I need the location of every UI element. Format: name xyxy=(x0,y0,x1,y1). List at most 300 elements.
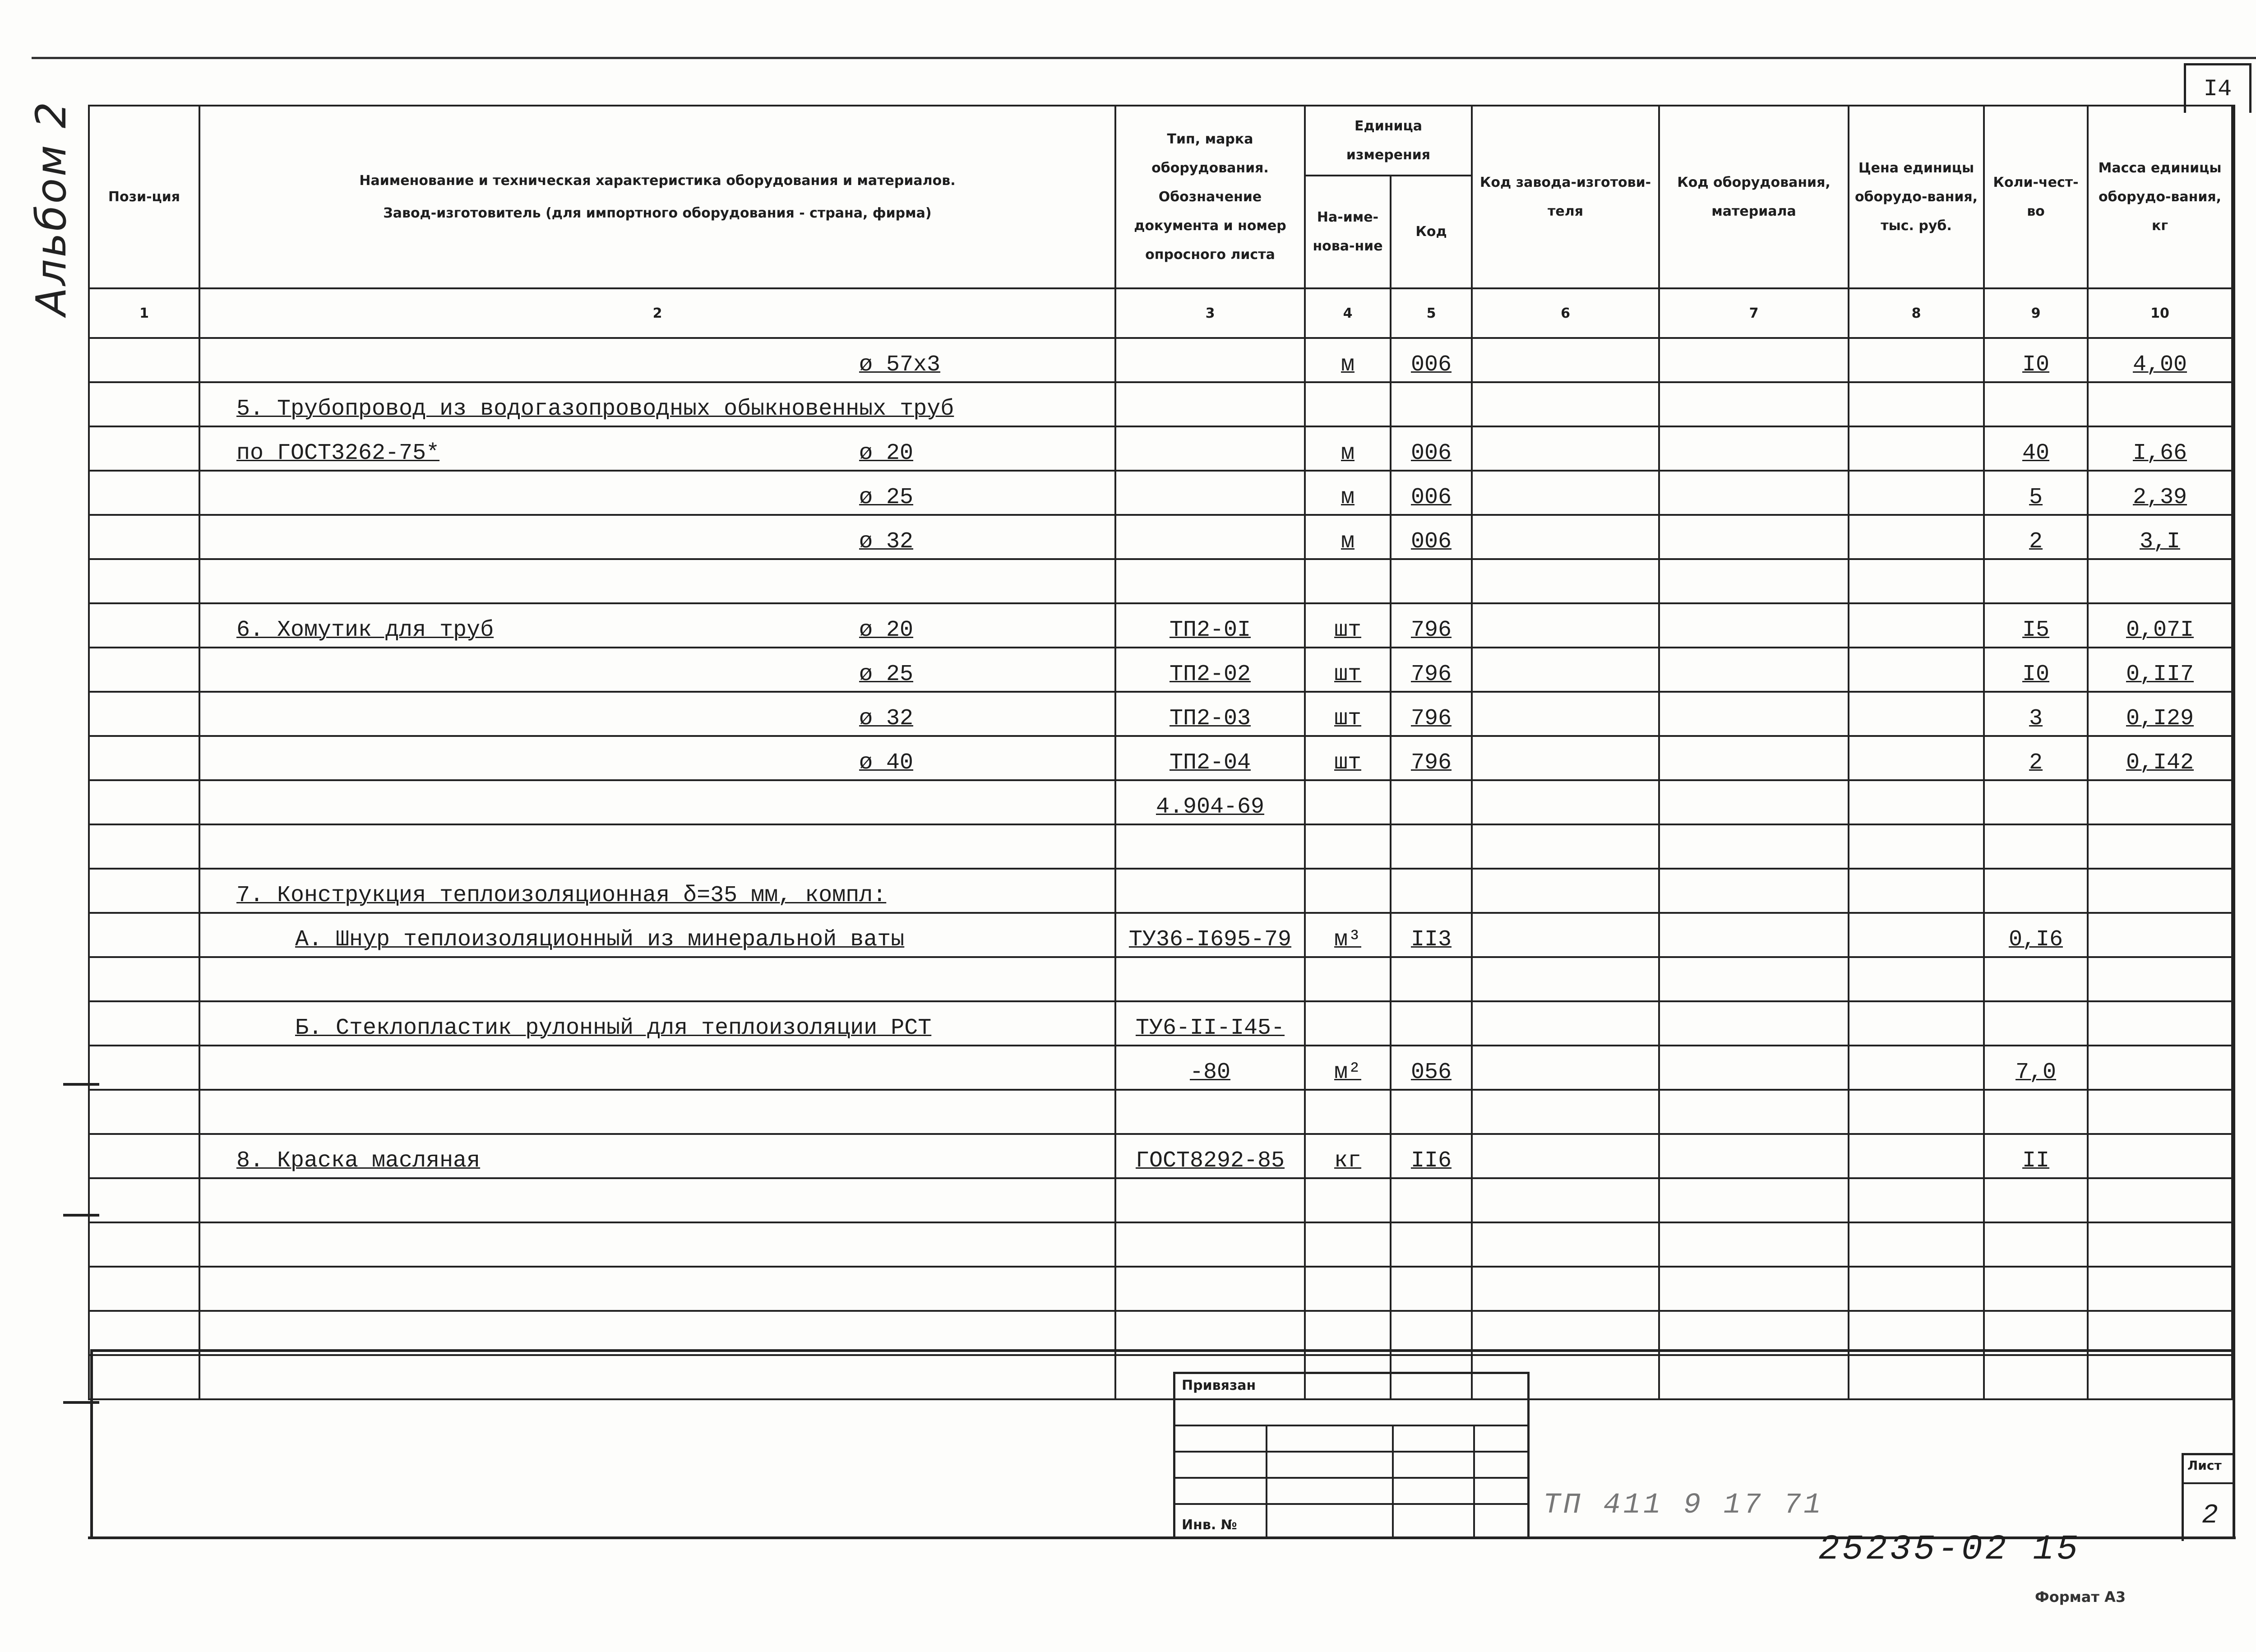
code-cell xyxy=(1391,1001,1472,1046)
sheet-number: 2 xyxy=(2202,1500,2219,1531)
price-cell xyxy=(1849,559,1984,603)
unit-cell xyxy=(1305,1046,1391,1090)
handwritten-number: 25235-02 15 xyxy=(1818,1530,2080,1569)
item-name xyxy=(205,1325,236,1351)
position-cell xyxy=(89,559,199,603)
material-code-cell xyxy=(1659,1178,1849,1222)
code-value: 796 xyxy=(1410,750,1452,776)
item-name xyxy=(205,1104,236,1129)
factory-code-cell xyxy=(1472,736,1659,780)
code-cell xyxy=(1391,1090,1472,1134)
price-cell xyxy=(1849,1311,1984,1355)
quantity-value: 5 xyxy=(2029,485,2043,510)
factory-code-cell xyxy=(1472,1090,1659,1134)
unit-cell xyxy=(1305,736,1391,780)
mass-cell xyxy=(2088,1311,2232,1355)
code-value: 796 xyxy=(1410,706,1452,731)
factory-code-cell xyxy=(1472,913,1659,957)
mass-cell xyxy=(2088,426,2232,471)
factory-code-cell xyxy=(1472,1046,1659,1090)
diameter: ø 57х3 xyxy=(859,352,941,378)
code-value: 006 xyxy=(1410,352,1452,378)
quantity-cell xyxy=(1984,426,2088,471)
quantity-cell xyxy=(1984,1046,2088,1090)
code-cell xyxy=(1391,692,1472,736)
header-material-code: Код оборудования, материала xyxy=(1659,106,1849,288)
material-code-cell xyxy=(1659,648,1849,692)
unit-cell xyxy=(1305,338,1391,382)
position-cell xyxy=(89,1311,199,1355)
mass-cell xyxy=(2088,1001,2232,1046)
mass-value: 0,II7 xyxy=(2126,662,2194,687)
unit-value: шт xyxy=(1334,706,1361,731)
code-cell xyxy=(1391,1178,1472,1222)
type-cell xyxy=(1115,1134,1305,1178)
position-cell xyxy=(89,957,199,1001)
unit-value: м² xyxy=(1334,1060,1361,1085)
material-code-cell xyxy=(1659,692,1849,736)
table-row xyxy=(89,869,2232,913)
position-cell xyxy=(89,692,199,736)
quantity-cell xyxy=(1984,913,2088,957)
sheet-box xyxy=(2182,1453,2234,1541)
type-cell xyxy=(1115,736,1305,780)
quantity-cell xyxy=(1984,471,2088,515)
quantity-cell xyxy=(1984,1134,2088,1178)
quantity-cell xyxy=(1984,1001,2088,1046)
unit-value: кг xyxy=(1334,1148,1361,1174)
factory-code-cell xyxy=(1472,559,1659,603)
diameter: ø 25 xyxy=(859,485,914,510)
unit-cell xyxy=(1305,1267,1391,1311)
type-value: ТУ6-II-I45- xyxy=(1135,1015,1285,1041)
name-cell xyxy=(199,1090,1115,1134)
code-value: 006 xyxy=(1410,529,1452,555)
price-cell xyxy=(1849,471,1984,515)
material-code-cell xyxy=(1659,1046,1849,1090)
table-body xyxy=(89,338,2232,1399)
type-cell xyxy=(1115,1267,1305,1311)
name-cell xyxy=(199,1001,1115,1046)
material-code-cell xyxy=(1659,338,1849,382)
item-name: А. Шнур теплоизоляционный из минеральной ваты xyxy=(295,927,905,953)
code-cell xyxy=(1391,1311,1472,1355)
position-cell xyxy=(89,824,199,869)
item-name xyxy=(205,573,236,599)
mass-cell xyxy=(2088,1178,2232,1222)
diameter: ø 32 xyxy=(859,529,914,555)
unit-cell xyxy=(1305,1311,1391,1355)
price-cell xyxy=(1849,648,1984,692)
price-cell xyxy=(1849,1178,1984,1222)
header-name-line2: Завод-изготовитель (для импортного оборудования - страна, фирма) xyxy=(383,205,932,221)
mass-cell xyxy=(2088,824,2232,869)
quantity-cell xyxy=(1984,1267,2088,1311)
table-row xyxy=(89,824,2232,869)
material-code-cell xyxy=(1659,957,1849,1001)
mass-value: 4,00 xyxy=(2132,352,2187,378)
factory-code-cell xyxy=(1472,1001,1659,1046)
unit-value: м xyxy=(1341,352,1355,378)
code-value: 796 xyxy=(1410,662,1452,687)
unit-cell xyxy=(1305,382,1391,426)
quantity-cell xyxy=(1984,1222,2088,1267)
mass-cell xyxy=(2088,338,2232,382)
price-cell xyxy=(1849,426,1984,471)
code-cell xyxy=(1391,736,1472,780)
unit-cell xyxy=(1305,1001,1391,1046)
table-row xyxy=(89,913,2232,957)
quantity-value: I0 xyxy=(2022,662,2049,687)
item-name xyxy=(205,662,236,687)
table-row xyxy=(89,736,2232,780)
item-name xyxy=(205,485,236,510)
quantity-cell xyxy=(1984,603,2088,648)
price-cell xyxy=(1849,1090,1984,1134)
diameter: ø 32 xyxy=(859,706,914,731)
material-code-cell xyxy=(1659,1267,1849,1311)
factory-code-cell xyxy=(1472,648,1659,692)
name-cell xyxy=(199,426,1115,471)
price-cell xyxy=(1849,692,1984,736)
factory-code-cell xyxy=(1472,1267,1659,1311)
name-cell xyxy=(199,338,1115,382)
name-cell xyxy=(199,382,1115,426)
position-cell xyxy=(89,1178,199,1222)
header-position: Пози-ция xyxy=(89,106,199,288)
type-value: ГОСТ8292-85 xyxy=(1135,1148,1285,1174)
item-name: 7. Конструкция теплоизоляционная δ=35 мм, компл: xyxy=(236,883,887,908)
column-number: 2 xyxy=(199,288,1115,338)
table-row xyxy=(89,603,2232,648)
mass-cell xyxy=(2088,559,2232,603)
price-cell xyxy=(1849,957,1984,1001)
type-cell xyxy=(1115,1311,1305,1355)
header-quantity: Коли-чест-во xyxy=(1984,106,2088,288)
unit-cell xyxy=(1305,559,1391,603)
price-cell xyxy=(1849,1267,1984,1311)
item-name xyxy=(205,1369,236,1395)
frame-divider xyxy=(90,1349,2233,1352)
unit-cell xyxy=(1305,1134,1391,1178)
material-code-cell xyxy=(1659,824,1849,869)
header-price: Цена единицы оборудо-вания, тыс. руб. xyxy=(1849,106,1984,288)
material-code-cell xyxy=(1659,1311,1849,1355)
unit-value: шт xyxy=(1334,750,1361,776)
price-cell xyxy=(1849,869,1984,913)
code-cell xyxy=(1391,338,1472,382)
position-cell xyxy=(89,1046,199,1090)
table-row xyxy=(89,1001,2232,1046)
type-cell xyxy=(1115,648,1305,692)
position-cell xyxy=(89,1134,199,1178)
column-number: 10 xyxy=(2088,288,2232,338)
header-name xyxy=(199,106,1115,288)
code-cell xyxy=(1391,824,1472,869)
table-row xyxy=(89,1267,2232,1311)
name-cell xyxy=(199,603,1115,648)
diameter: ø 40 xyxy=(859,750,914,776)
price-cell xyxy=(1849,1046,1984,1090)
position-cell xyxy=(89,515,199,559)
table-row xyxy=(89,1355,2232,1399)
item-name xyxy=(205,1236,236,1262)
table-row xyxy=(89,1222,2232,1267)
document-code: ТП 411 9 17 71 xyxy=(1543,1489,1824,1522)
unit-cell xyxy=(1305,869,1391,913)
mass-cell xyxy=(2088,913,2232,957)
name-cell xyxy=(199,1046,1115,1090)
price-cell xyxy=(1849,1222,1984,1267)
item-name xyxy=(205,794,236,820)
price-cell xyxy=(1849,1355,1984,1399)
table-row xyxy=(89,471,2232,515)
table-row xyxy=(89,1090,2232,1134)
header-unit-name: На-име-нова-ние xyxy=(1305,176,1391,288)
item-name xyxy=(205,352,236,378)
factory-code-cell xyxy=(1472,426,1659,471)
code-cell xyxy=(1391,957,1472,1001)
factory-code-cell xyxy=(1472,780,1659,824)
mass-cell xyxy=(2088,692,2232,736)
code-value: II3 xyxy=(1410,927,1452,953)
material-code-cell xyxy=(1659,559,1849,603)
position-cell xyxy=(89,1090,199,1134)
item-name xyxy=(205,838,236,864)
code-cell xyxy=(1391,559,1472,603)
position-cell xyxy=(89,471,199,515)
type-value: ТП2-0I xyxy=(1169,617,1251,643)
material-code-cell xyxy=(1659,736,1849,780)
mass-cell xyxy=(2088,869,2232,913)
type-cell xyxy=(1115,382,1305,426)
unit-cell xyxy=(1305,957,1391,1001)
top-rule xyxy=(32,57,2256,59)
item-name xyxy=(205,1281,236,1306)
type-cell xyxy=(1115,471,1305,515)
unit-value: м xyxy=(1341,440,1355,466)
quantity-value: 40 xyxy=(2022,440,2049,466)
unit-value: м³ xyxy=(1334,927,1361,953)
position-cell xyxy=(89,1001,199,1046)
factory-code-cell xyxy=(1472,1134,1659,1178)
unit-cell xyxy=(1305,426,1391,471)
material-code-cell xyxy=(1659,913,1849,957)
position-cell xyxy=(89,1267,199,1311)
item-name xyxy=(205,971,236,997)
table-row xyxy=(89,648,2232,692)
code-cell xyxy=(1391,1134,1472,1178)
header-unit-group: Единица измерения xyxy=(1305,106,1472,176)
unit-cell xyxy=(1305,603,1391,648)
type-cell xyxy=(1115,1046,1305,1090)
price-cell xyxy=(1849,338,1984,382)
code-value: II6 xyxy=(1410,1148,1452,1174)
material-code-cell xyxy=(1659,1090,1849,1134)
name-cell xyxy=(199,780,1115,824)
price-cell xyxy=(1849,824,1984,869)
quantity-value: 2 xyxy=(2029,750,2043,776)
mass-value: 0,I42 xyxy=(2126,750,2194,776)
mass-cell xyxy=(2088,471,2232,515)
price-cell xyxy=(1849,515,1984,559)
mass-cell xyxy=(2088,1267,2232,1311)
table-row xyxy=(89,957,2232,1001)
code-cell xyxy=(1391,780,1472,824)
header-name-line1: Наименование и техническая характеристика оборудования и материалов. xyxy=(359,172,956,189)
mass-cell xyxy=(2088,957,2232,1001)
mass-value: 2,39 xyxy=(2132,485,2187,510)
name-cell xyxy=(199,1267,1115,1311)
unit-cell xyxy=(1305,1090,1391,1134)
code-cell xyxy=(1391,471,1472,515)
quantity-value: II xyxy=(2022,1148,2049,1174)
factory-code-cell xyxy=(1472,1311,1659,1355)
format-label: Формат А3 xyxy=(2035,1588,2126,1606)
type-value: ТУ36-I695-79 xyxy=(1128,927,1292,953)
mass-cell xyxy=(2088,1046,2232,1090)
code-value: 796 xyxy=(1410,617,1452,643)
margin-tick xyxy=(63,1401,99,1404)
position-cell xyxy=(89,426,199,471)
code-cell xyxy=(1391,648,1472,692)
unit-value: м xyxy=(1341,529,1355,555)
mass-value: 3,I xyxy=(2139,529,2180,555)
type-cell xyxy=(1115,913,1305,957)
table-row xyxy=(89,780,2232,824)
factory-code-cell xyxy=(1472,1178,1659,1222)
quantity-cell xyxy=(1984,382,2088,426)
type-value: ТП2-02 xyxy=(1169,662,1251,687)
type-value: ТП2-03 xyxy=(1169,706,1251,731)
price-cell xyxy=(1849,382,1984,426)
material-code-cell xyxy=(1659,780,1849,824)
mass-value: I,66 xyxy=(2132,440,2187,466)
name-cell xyxy=(199,692,1115,736)
unit-cell xyxy=(1305,515,1391,559)
quantity-cell xyxy=(1984,736,2088,780)
name-cell xyxy=(199,471,1115,515)
type-value: -80 xyxy=(1189,1060,1230,1085)
position-cell xyxy=(89,869,199,913)
quantity-cell xyxy=(1984,869,2088,913)
quantity-cell xyxy=(1984,338,2088,382)
price-cell xyxy=(1849,603,1984,648)
table-row xyxy=(89,692,2232,736)
quantity-cell xyxy=(1984,515,2088,559)
table-row xyxy=(89,382,2232,426)
type-cell xyxy=(1115,515,1305,559)
unit-value: шт xyxy=(1334,662,1361,687)
column-number: 1 xyxy=(89,288,199,338)
quantity-cell xyxy=(1984,780,2088,824)
code-value: 056 xyxy=(1410,1060,1452,1085)
name-cell xyxy=(199,957,1115,1001)
factory-code-cell xyxy=(1472,869,1659,913)
code-cell xyxy=(1391,869,1472,913)
table-row xyxy=(89,1046,2232,1090)
position-cell xyxy=(89,1222,199,1267)
item-name: 5. Трубопровод из водогазопроводных обыкновенных труб xyxy=(236,396,954,422)
unit-value: м xyxy=(1341,485,1355,510)
material-code-cell xyxy=(1659,1134,1849,1178)
header-mass: Масса единицы оборудо-вания, кг xyxy=(2088,106,2232,288)
quantity-cell xyxy=(1984,692,2088,736)
album-mark: Альбом 2 xyxy=(27,100,75,316)
frame-left xyxy=(90,1349,93,1539)
specification-table xyxy=(88,105,2233,1400)
item-name xyxy=(205,529,236,555)
type-cell xyxy=(1115,426,1305,471)
factory-code-cell xyxy=(1472,824,1659,869)
position-cell xyxy=(89,338,199,382)
item-name: 8. Краска масляная xyxy=(236,1148,481,1174)
type-cell xyxy=(1115,1178,1305,1222)
price-cell xyxy=(1849,913,1984,957)
unit-cell xyxy=(1305,471,1391,515)
unit-cell xyxy=(1305,692,1391,736)
column-number: 6 xyxy=(1472,288,1659,338)
item-name: Б. Стеклопластик рулонный для теплоизоляции РСТ xyxy=(295,1015,932,1041)
name-cell xyxy=(199,913,1115,957)
type-cell xyxy=(1115,338,1305,382)
mass-cell xyxy=(2088,736,2232,780)
inventory-label: Инв. № xyxy=(1182,1517,1237,1533)
unit-cell xyxy=(1305,780,1391,824)
price-cell xyxy=(1849,1134,1984,1178)
table-row xyxy=(89,515,2232,559)
code-cell xyxy=(1391,1222,1472,1267)
name-cell xyxy=(199,515,1115,559)
position-cell xyxy=(89,382,199,426)
column-number: 5 xyxy=(1391,288,1472,338)
name-cell xyxy=(199,824,1115,869)
type-cell xyxy=(1115,957,1305,1001)
unit-cell xyxy=(1305,1222,1391,1267)
mass-cell xyxy=(2088,1134,2232,1178)
code-cell xyxy=(1391,382,1472,426)
type-cell xyxy=(1115,1222,1305,1267)
factory-code-cell xyxy=(1472,1222,1659,1267)
type-value: ТП2-04 xyxy=(1169,750,1251,776)
code-cell xyxy=(1391,426,1472,471)
table-row xyxy=(89,426,2232,471)
unit-value: шт xyxy=(1334,617,1361,643)
position-cell xyxy=(89,1355,199,1399)
type-cell xyxy=(1115,1090,1305,1134)
table-row xyxy=(89,1311,2232,1355)
table-row xyxy=(89,338,2232,382)
table-row xyxy=(89,1178,2232,1222)
unit-cell xyxy=(1305,824,1391,869)
code-cell xyxy=(1391,1046,1472,1090)
name-cell xyxy=(199,736,1115,780)
quantity-cell xyxy=(1984,559,2088,603)
price-cell xyxy=(1849,736,1984,780)
name-cell xyxy=(199,869,1115,913)
unit-cell xyxy=(1305,1178,1391,1222)
column-number: 9 xyxy=(1984,288,2088,338)
quantity-value: I5 xyxy=(2022,617,2049,643)
factory-code-cell xyxy=(1472,692,1659,736)
code-value: 006 xyxy=(1410,485,1452,510)
stamp-title: Привязан xyxy=(1182,1378,1256,1393)
quantity-value: 7,0 xyxy=(2015,1060,2056,1085)
header-factory-code: Код завода-изготови-теля xyxy=(1472,106,1659,288)
quantity-cell xyxy=(1984,1178,2088,1222)
frame-right xyxy=(2233,105,2235,1539)
item-name xyxy=(205,1192,236,1218)
